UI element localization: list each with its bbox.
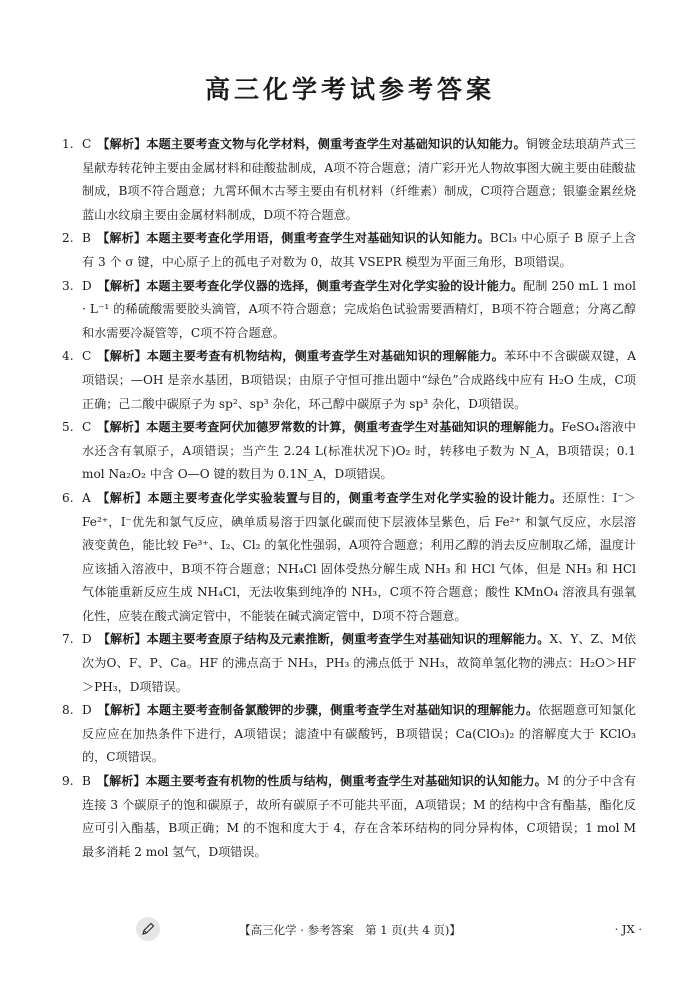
analysis-text: BCl₃ 中心原子 B 原子上含有 3 个 σ 键，中心原子上的孤电子对数为 0，故其 VSEPR 模型为平面三角形，B项错误。 (82, 231, 636, 269)
answer-letter: C (82, 137, 92, 151)
answer-item (62, 487, 636, 629)
analysis-text: X、Y、Z、M依次为O、F、P、Ca。HF 的沸点高于 NH₃，PH₃ 的沸点低于 NH₃，故简单氢化物的沸点：H₂O＞HF＞PH₃，D项错误。 (82, 632, 636, 694)
question-number: 8. (62, 703, 74, 718)
page-title: 高三化学考试参考答案 (204, 75, 495, 104)
analysis-tag: 【解析】 (96, 774, 146, 789)
analysis-tag: 【解析】 (97, 278, 147, 293)
analysis-tag: 【解析】 (97, 703, 147, 718)
analysis-text: M 的分子中含有连接 3 个碳原子的饱和碳原子，故所有碳原子不可能共平面，A项错误；M 的结构中含有酯基，酯化反应可引入酯基，B项正确；M 的不饱和度大于 4，存在含苯环结构的同分异构体，C项错误；1 mol M 最多消耗 2 mol 氢气，D项错误。 (82, 774, 636, 859)
analysis-text: 配制 250 mL 1 mol · L⁻¹ 的稀硫酸需要胶头滴管，A项不符合题意；完成焰色试验需要酒精灯，B项不符合题意；分离乙醇和水需要冷凝管等，C项不符合题意。 (82, 278, 636, 340)
analysis-lead: 本题主要考查有机物的性质与结构，侧重考查学生对基础知识的认知能力。 (145, 774, 547, 789)
question-number: 2. (62, 231, 74, 246)
answer-letter: C (82, 349, 92, 364)
analysis-text: 铜镀金珐琅葫芦式三星献寿转花钟主要由金属材料和硅酸盐制成，A项不符合题意；清广彩开光人物故事图大碗主要由硅酸盐制成，B项不符合题意；九霄环佩木古琴主要由有机材料（纤维素）制成，C项符合题意；银鎏金累丝烧蓝山水纹扇主要由金属材料制成，D项不符合题意。 (82, 137, 636, 222)
answer-letter: B (82, 774, 91, 789)
analysis-lead: 本题主要考查制备氯酸钾的步骤，侧重考查学生对基础知识的理解能力。 (146, 703, 539, 718)
question-number: 3. (62, 278, 74, 293)
answer-letter: C (82, 420, 92, 435)
analysis-lead: 本题主要考查阿伏加德罗常数的计算，侧重考查学生对基础知识的理解能力。 (146, 420, 562, 435)
analysis-text: 还原性：I⁻＞Fe²⁺，I⁻优先和氯气反应，碘单质易溶于四氯化碳而使下层液体呈紫色，后 Fe²⁺ 和氯气反应，水层溶液变黄色，能比较 Fe³⁺、I₂、Cl₂ 的氧化性强弱，A项符合题意；利用乙醇的消去反应制取乙烯，温度计应该插入溶液中，B项不符合题意；NH₄Cl 固体受热分解生成 NH₃ 和 HCl 气体，但是 NH₃ 和 HCl 气体能重新反应生成 NH₄Cl，无法收集到纯净的 NH₃，C项不符合题意；酸性 KMnO₄ 溶液具有强氧化性，应装在酸式滴定管中，不能装在碱式滴定管中，D项不符合题意。 (82, 490, 636, 623)
analysis-text: 苯环中不含碳碳双键，A项错误；—OH 是亲水基团，B项错误；由原子守恒可推出题中“绿色”合成路线中应有 H₂O 生成，C项正确；己二酸中碳原子为 sp²、sp³ 杂化，环己醇中碳原子为 sp³ 杂化，D项错误。 (82, 349, 636, 411)
analysis-lead: 本题主要考查化学用语，侧重考查学生对基础知识的认知能力。 (146, 231, 490, 246)
analysis-tag: 【解析】 (96, 490, 148, 505)
answer-item (62, 699, 636, 770)
answer-letter: D (82, 632, 92, 647)
answer-item (62, 416, 636, 487)
footer-code: · JX · (614, 922, 642, 936)
question-number: 4. (62, 349, 74, 364)
answer-letter: B (82, 231, 91, 246)
page-footer (0, 919, 700, 941)
analysis-lead: 本题主要考查有机物结构，侧重考查学生对基础知识的理解能力。 (146, 349, 505, 364)
analysis-text: FeSO₄溶液中水还含有氧原子，A项错误；当产生 2.24 L(标准状况下)O₂ 时，转移电子数为 N_A，B项错误；0.1 mol Na₂O₂ 中含 O—O 键的数目为 0.1N_A，D项错误。 (82, 420, 636, 482)
answer-letter: D (82, 703, 92, 718)
answer-item (62, 345, 636, 416)
answer-item (62, 628, 636, 699)
answer-list (62, 133, 636, 864)
question-number: 5. (62, 420, 74, 435)
answer-item (62, 133, 636, 227)
question-number: 6. (62, 490, 74, 505)
answer-item (62, 770, 636, 864)
analysis-tag: 【解析】 (97, 420, 147, 435)
answer-item (62, 227, 636, 274)
analysis-lead: 本题主要考查化学实验装置与目的，侧重考查学生对化学实验的设计能力。 (147, 490, 563, 505)
analysis-lead: 本题主要考查文物与化学材料，侧重考查学生对基础知识的认知能力。 (146, 137, 526, 151)
question-number: 1. (62, 137, 74, 151)
analysis-tag: 【解析】 (97, 349, 147, 364)
analysis-lead: 本题主要考查原子结构及元素推断，侧重考查学生对基础知识的理解能力。 (146, 632, 550, 647)
answer-letter: D (82, 278, 92, 293)
analysis-tag: 【解析】 (96, 231, 147, 246)
analysis-tag: 【解析】 (97, 137, 147, 151)
footer-page-info: 【高三化学 · 参考答案 第 1 页(共 4 页)】 (239, 923, 461, 937)
question-number: 9. (62, 774, 74, 789)
analysis-lead: 本题主要考查化学仪器的选择，侧重考查学生对化学实验的设计能力。 (146, 278, 524, 293)
answer-letter: A (82, 490, 91, 505)
analysis-text: 依据题意可知氯化反应应在加热条件下进行，A项错误；滤渣中有碳酸钙，B项错误；Ca(ClO₃)₂ 的溶解度大于 KClO₃ 的，C项错误。 (82, 703, 636, 765)
analysis-tag: 【解析】 (97, 632, 147, 647)
question-number: 7. (62, 632, 74, 647)
answer-item (62, 275, 636, 346)
